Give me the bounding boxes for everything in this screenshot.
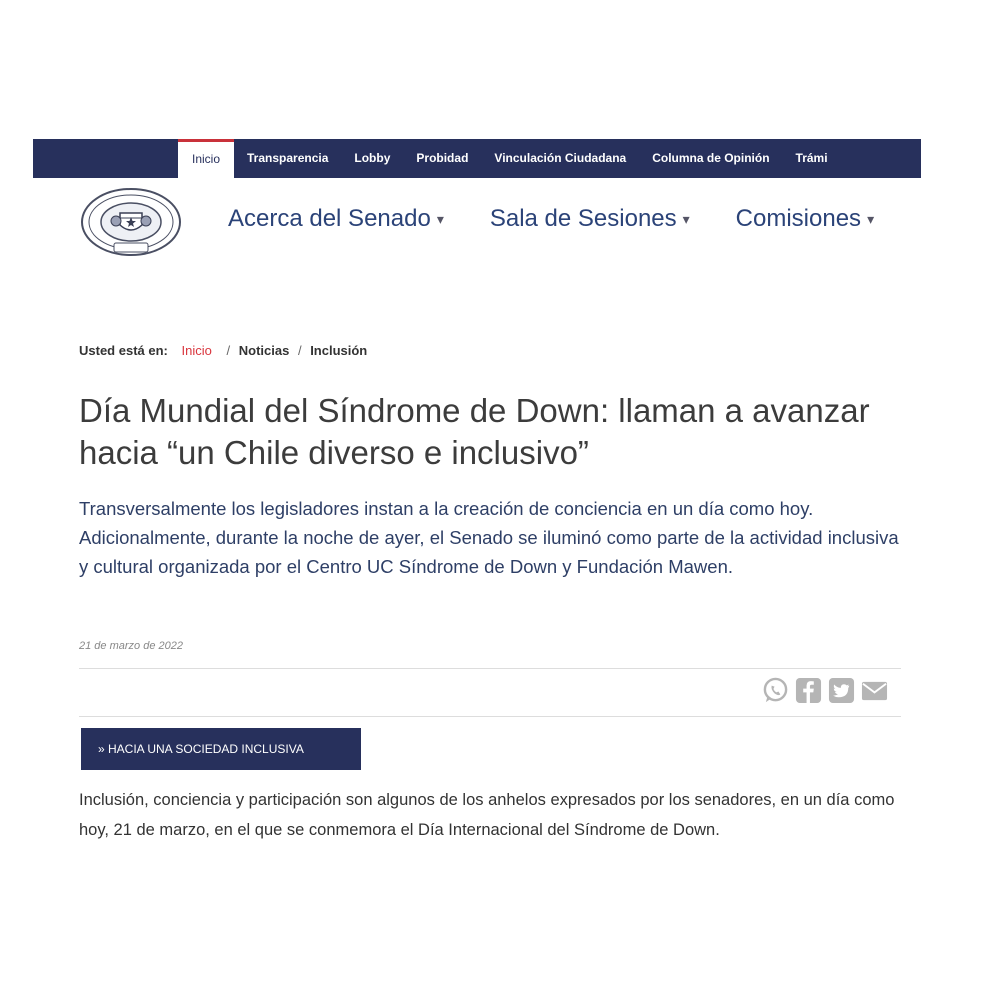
main-nav-acerca-del-senado[interactable] xyxy=(228,205,444,233)
breadcrumb-item-inicio[interactable]: Inicio xyxy=(181,343,212,358)
top-nav-item-inicio[interactable]: Inicio xyxy=(178,139,234,178)
breadcrumb-prefix: Usted está en: xyxy=(79,343,168,358)
share-bar xyxy=(762,677,888,704)
top-nav-item-vinculacion-ciudadana[interactable]: Vinculación Ciudadana xyxy=(494,151,627,165)
email-icon[interactable] xyxy=(861,677,888,704)
breadcrumb xyxy=(79,343,367,358)
breadcrumb-item-noticias[interactable]: Noticias xyxy=(238,343,290,358)
breadcrumb-item-inclusion[interactable]: Inclusión xyxy=(310,343,368,358)
top-nav-item-lobby[interactable]: Lobby xyxy=(354,151,391,165)
tag-button-hacia-una-sociedad-inclusiva[interactable]: » HACIA UNA SOCIEDAD INCLUSIVA xyxy=(81,728,361,770)
article-lead: Transversalmente los legisladores instan a la creación de conciencia en un día como hoy. Adicionalmente, durante la noche de ayer, el Senado se iluminó como parte de la actividad inclusiva y cultural organizada por el Centro UC Síndrome de Down y Fundación Mawen. xyxy=(79,498,899,577)
breadcrumb-separator: / xyxy=(226,343,231,358)
top-nav-item-transparencia[interactable]: Transparencia xyxy=(247,151,329,165)
breadcrumb-separator: / xyxy=(297,343,302,358)
top-nav-item-columna-de-opinion[interactable]: Columna de Opinión xyxy=(652,151,770,165)
caret-down-icon: ▾ xyxy=(682,210,690,227)
divider xyxy=(79,716,901,717)
article-date: 21 de marzo de 2022 xyxy=(79,640,183,652)
main-nav-label: Comisiones xyxy=(735,205,862,232)
caret-down-icon: ▾ xyxy=(867,210,875,227)
main-navigation xyxy=(228,205,920,233)
top-nav-item-tramites[interactable]: Trámi xyxy=(795,151,828,165)
caret-down-icon: ▾ xyxy=(436,210,444,227)
main-nav-label: Acerca del Senado xyxy=(228,205,431,232)
main-nav-label: Sala de Sesiones xyxy=(489,205,677,232)
main-nav-comisiones[interactable] xyxy=(736,205,874,233)
top-navigation-bar xyxy=(33,139,921,178)
facebook-icon[interactable] xyxy=(795,677,822,704)
main-nav-sala-de-sesiones[interactable] xyxy=(490,205,690,233)
twitter-icon[interactable] xyxy=(828,677,855,704)
top-nav xyxy=(178,139,841,178)
article-title: Día Mundial del Síndrome de Down: llaman a avanzar hacia “un Chile diverso e inclusivo” xyxy=(79,392,870,471)
senado-logo[interactable] xyxy=(80,187,182,257)
whatsapp-icon[interactable] xyxy=(762,677,789,704)
divider xyxy=(79,668,901,669)
top-nav-item-probidad[interactable]: Probidad xyxy=(416,151,469,165)
article-body: Inclusión, conciencia y participación son algunos de los anhelos expresados por los senadores, en un día como hoy, 21 de marzo, en el que se conmemora el Día Internacional del Síndrome de Down. xyxy=(79,791,895,839)
